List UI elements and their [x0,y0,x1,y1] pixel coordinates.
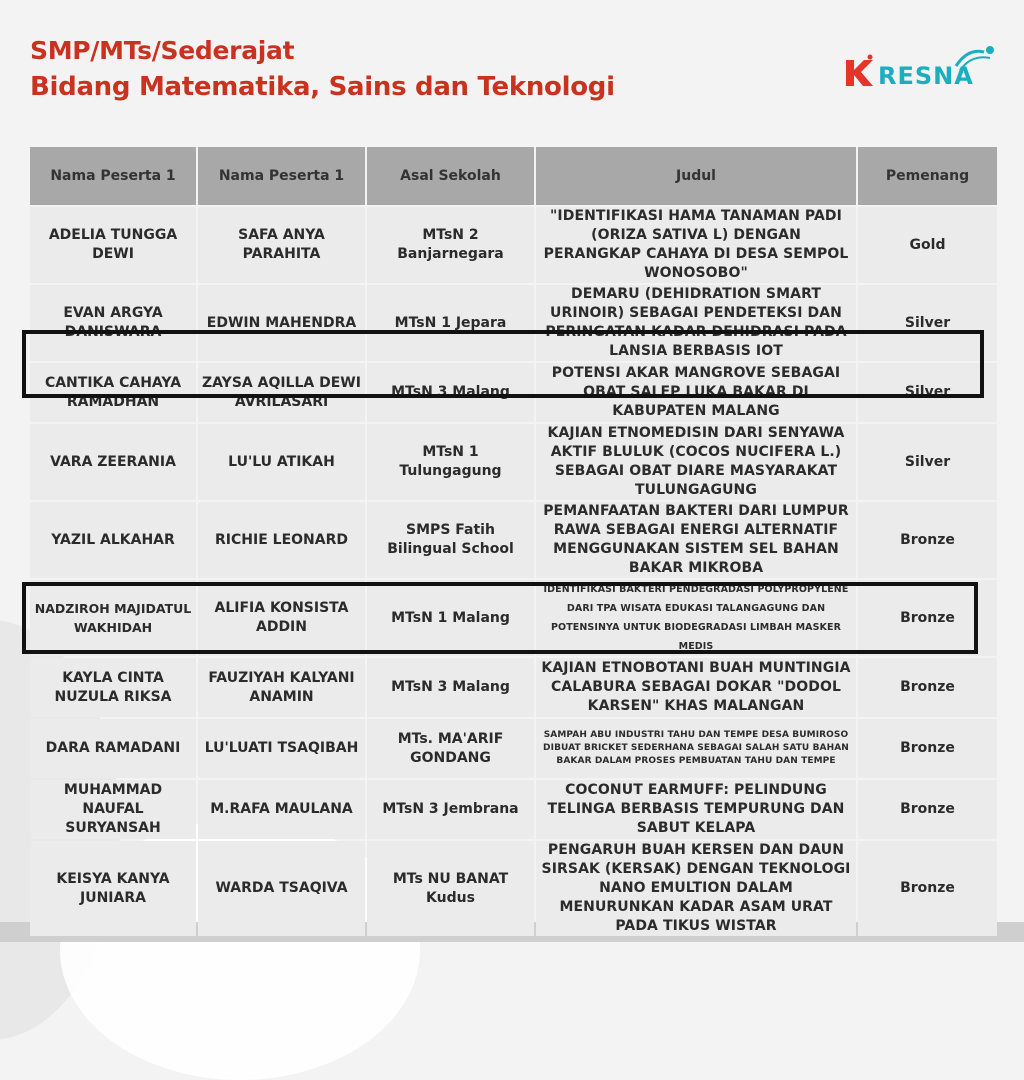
school: MTsN 1 Tulungagung [367,424,534,500]
project-title: KAJIAN ETNOBOTANI BUAH MUNTINGIA CALABURA SEBAGAI DOKAR "DODOL KARSEN" KHAS MALANGAN [536,658,856,717]
table-row [30,502,997,578]
logo-text: RESNA [878,62,974,90]
project-title: PENGARUH BUAH KERSEN DAN DAUN SIRSAK (KERSAK) DENGAN TEKNOLOGI NANO EMULTION DALAM MENURUNKAN KADAR ASAM URAT PADA TIKUS WISTAR [536,841,856,936]
logo-figure-icon [950,44,1000,74]
highlight-box [22,330,984,398]
school: MTsN 3 Jembrana [367,780,534,839]
school: MTsN 3 Malang [367,363,534,422]
participant-1: EVAN ARGYA DANISWARA [30,285,196,361]
participant-1: DARA RAMADANI [30,719,196,778]
column-header: Pemenang [858,147,997,205]
participant-1: MUHAMMAD NAUFAL SURYANSAH [30,780,196,839]
participant-1: NADZIROH MAJIDATUL WAKHIDAH [30,580,196,656]
participant-2: ALIFIA KONSISTA ADDIN [198,580,365,656]
award-badge: Gold [858,207,997,283]
award-badge: Bronze [858,841,997,936]
participant-1: ADELIA TUNGGA DEWI [30,207,196,283]
participant-1: VARA ZEERANIA [30,424,196,500]
table-row [30,207,997,283]
school: MTsN 1 Jepara [367,285,534,361]
table-row [30,424,997,500]
school: MTsN 3 Malang [367,658,534,717]
project-title: DEMARU (DEHIDRATION SMART URINOIR) SEBAGAI PENDETEKSI DAN PERINGATAN KADAR DEHIDRASI PADA LANSIA BERBASIS IOT [536,285,856,361]
participant-2: SAFA ANYA PARAHITA [198,207,365,283]
participant-2: LU'LUATI TSAQIBAH [198,719,365,778]
project-title: COCONUT EARMUFF: PELINDUNG TELINGA BERBASIS TEMPURUNG DAN SABUT KELAPA [536,780,856,839]
participant-2: RICHIE LEONARD [198,502,365,578]
project-title: IDENTIFIKASI BAKTERI PENDEGRADASI POLYPROPYLENE DARI TPA WISATA EDUKASI TALANGAGUNG DAN POTENSINYA UNTUK BIODEGRADASI LIMBAH MASKER MEDIS [536,580,856,656]
participant-2: ZAYSA AQILLA DEWI AVRILASARI [198,363,365,422]
participant-1: KAYLA CINTA NUZULA RIKSA [30,658,196,717]
project-title: POTENSI AKAR MANGROVE SEBAGAI OBAT SALEP LUKA BAKAR DI KABUPATEN MALANG [536,363,856,422]
award-badge: Silver [858,363,997,422]
participant-2: WARDA TSAQIVA [198,841,365,936]
project-title: PEMANFAATAN BAKTERI DARI LUMPUR RAWA SEBAGAI ENERGI ALTERNATIF MENGGUNAKAN SISTEM SEL BAHAN BAKAR MIKROBA [536,502,856,578]
table-row [30,780,997,839]
participant-1: YAZIL ALKAHAR [30,502,196,578]
school: MTsN 2 Banjarnegara [367,207,534,283]
table-row [30,719,997,778]
award-badge: Bronze [858,719,997,778]
page-title: SMP/MTs/Sederajat [30,36,295,65]
highlight-box [22,582,978,654]
project-title: SAMPAH ABU INDUSTRI TAHU DAN TEMPE DESA BUMIROSO DIBUAT BRICKET SEDERHANA SEBAGAI SALAH SATU BAHAN BAKAR DALAM PROSES PEMBUATAN TAHU DAN TEMPE [536,719,856,778]
award-badge: Bronze [858,502,997,578]
award-badge: Bronze [858,780,997,839]
school: MTsN 1 Malang [367,580,534,656]
participant-1: KEISYA KANYA JUNIARA [30,841,196,936]
table-header-row [30,147,997,205]
participant-2: EDWIN MAHENDRA [198,285,365,361]
school: MTs. MA'ARIF GONDANG [367,719,534,778]
project-title: KAJIAN ETNOMEDISIN DARI SENYAWA AKTIF BLULUK (COCOS NUCIFERA L.) SEBAGAI OBAT DIARE MASYARAKAT TULUNGAGUNG [536,424,856,500]
column-header: Nama Peserta 1 [30,147,196,205]
participant-2: FAUZIYAH KALYANI ANAMIN [198,658,365,717]
award-badge: Bronze [858,580,997,656]
project-title: "IDENTIFIKASI HAMA TANAMAN PADI (ORIZA SATIVA L) DENGAN PERANGKAP CAHAYA DI DESA SEMPOL WONOSOBO" [536,207,856,283]
column-header: Judul [536,147,856,205]
school: MTs NU BANAT Kudus [367,841,534,936]
winners-table [28,145,999,938]
school: SMPS Fatih Bilingual School [367,502,534,578]
participant-2: LU'LU ATIKAH [198,424,365,500]
kresna-k-icon [842,54,876,90]
column-header: Nama Peserta 1 [198,147,365,205]
award-badge: Silver [858,424,997,500]
table-row [30,841,997,936]
kresna-logo [842,44,1002,100]
participant-2: M.RAFA MAULANA [198,780,365,839]
table-row [30,658,997,717]
award-badge: Silver [858,285,997,361]
page-subtitle: Bidang Matematika, Sains dan Teknologi [30,72,615,102]
column-header: Asal Sekolah [367,147,534,205]
award-badge: Bronze [858,658,997,717]
participant-1: CANTIKA CAHAYA RAMADHAN [30,363,196,422]
